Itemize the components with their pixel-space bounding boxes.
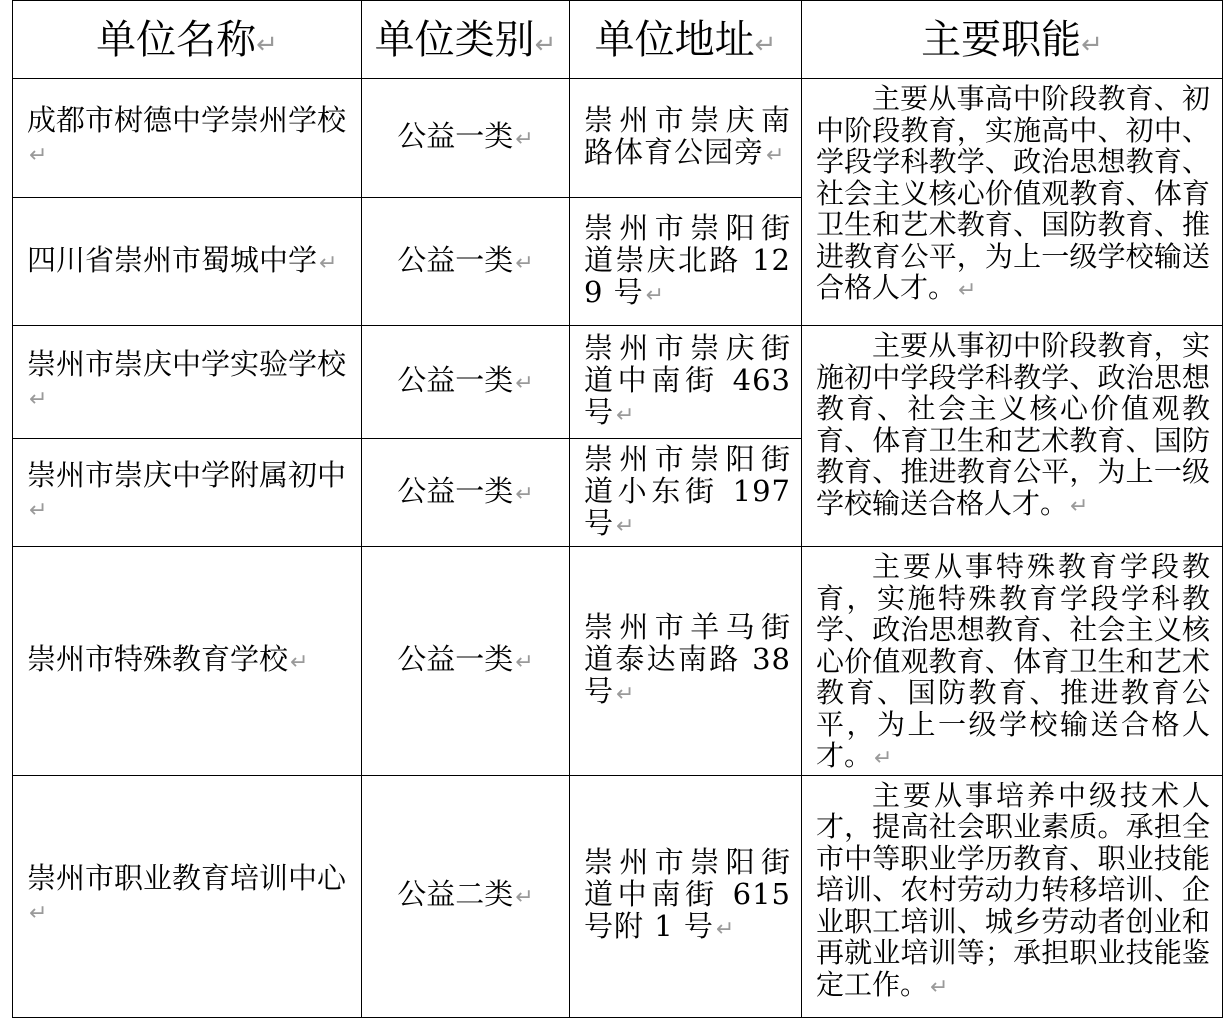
paragraph-mark-icon: ↵ xyxy=(645,282,666,308)
paragraph-mark-icon: ↵ xyxy=(930,974,949,1000)
main-function-cell: 主要从事初中阶段教育，实施初中学段学科教学、政治思想教育、社会主义核心价值观教育、体育卫生和艺术教育、国防教育、推进教育公平，为上一级学校输送合格人才。↵ xyxy=(802,326,1223,547)
table-row xyxy=(13,775,1223,1017)
paragraph-mark-icon: ↵ xyxy=(319,250,338,276)
unit-type-cell: 公益一类↵ xyxy=(362,547,570,776)
table-row xyxy=(13,79,1223,198)
paragraph-mark-icon: ↵ xyxy=(515,371,534,396)
paragraph-mark-icon: ↵ xyxy=(958,278,977,303)
unit-address-cell: 崇州市崇庆南路体育公园旁↵ xyxy=(570,79,802,198)
main-function-cell: 主要从事培养中级技术人才，提高社会职业素质。承担全市中等职业学历教育、职业技能培训、农村劳动力转移培训、企业职工培训、城乡劳动者创业和再就业培训等；承担职业技能鉴定工作。↵ xyxy=(802,775,1223,1017)
header-unit-address: 单位地址↵ xyxy=(570,1,802,79)
paragraph-mark-icon: ↵ xyxy=(29,497,48,523)
paragraph-mark-icon: ↵ xyxy=(29,143,48,168)
unit-address-cell: 崇州市崇阳街道中南街 615 号附 1 号↵ xyxy=(570,775,802,1017)
units-table xyxy=(12,0,1223,1018)
unit-name-cell: 崇州市崇庆中学附属初中↵ xyxy=(13,439,362,547)
paragraph-mark-icon: ↵ xyxy=(515,250,534,276)
header-unit-type: 单位类别↵ xyxy=(362,1,570,79)
paragraph-mark-icon: ↵ xyxy=(515,649,534,675)
unit-address-cell: 崇州市崇阳街道崇庆北路 129 号↵ xyxy=(570,198,802,326)
paragraph-mark-icon: ↵ xyxy=(616,403,636,428)
paragraph-mark-icon: ↵ xyxy=(1070,493,1089,519)
unit-name-cell: 四川省崇州市蜀城中学↵ xyxy=(13,198,362,326)
unit-type-cell: 公益一类↵ xyxy=(362,198,570,326)
paragraph-mark-icon: ↵ xyxy=(515,481,534,507)
unit-address-cell: 崇州市崇庆街道中南街 463 号↵ xyxy=(570,326,802,439)
table-row xyxy=(13,547,1223,776)
paragraph-mark-icon: ↵ xyxy=(515,127,534,152)
header-unit-name: 单位名称↵ xyxy=(13,1,362,79)
paragraph-mark-icon: ↵ xyxy=(754,29,777,60)
paragraph-mark-icon: ↵ xyxy=(256,29,278,60)
unit-name-cell: 崇州市崇庆中学实验学校↵ xyxy=(13,326,362,439)
unit-address-cell: 崇州市羊马街道泰达南路 38 号↵ xyxy=(570,547,802,776)
table-row xyxy=(13,326,1223,439)
header-row xyxy=(13,1,1223,79)
main-function-cell: 主要从事特殊教育学段教育，实施特殊教育学段学科教学、政治思想教育、社会主义核心价值观教育、体育卫生和艺术教育、国防教育、推进教育公平，为上一级学校输送合格人才。↵ xyxy=(802,547,1223,776)
paragraph-mark-icon: ↵ xyxy=(534,29,557,60)
unit-name-cell: 崇州市职业教育培训中心↵ xyxy=(13,775,362,1017)
paragraph-mark-icon: ↵ xyxy=(616,681,636,707)
unit-name-cell: 成都市树德中学崇州学校↵ xyxy=(13,79,362,198)
paragraph-mark-icon: ↵ xyxy=(715,917,736,942)
paragraph-mark-icon: ↵ xyxy=(290,649,309,675)
paragraph-mark-icon: ↵ xyxy=(766,143,786,168)
unit-type-cell: 公益一类↵ xyxy=(362,79,570,198)
header-main-function: 主要职能↵ xyxy=(802,1,1223,79)
paragraph-mark-icon: ↵ xyxy=(515,885,534,910)
paragraph-mark-icon: ↵ xyxy=(1081,29,1103,60)
unit-type-cell: 公益二类↵ xyxy=(362,775,570,1017)
unit-name-cell: 崇州市特殊教育学校↵ xyxy=(13,547,362,776)
paragraph-mark-icon: ↵ xyxy=(29,901,48,926)
unit-address-cell: 崇州市崇阳街道小东街 197 号↵ xyxy=(570,439,802,547)
unit-type-cell: 公益一类↵ xyxy=(362,439,570,547)
paragraph-mark-icon: ↵ xyxy=(616,513,636,539)
paragraph-mark-icon: ↵ xyxy=(29,387,48,412)
paragraph-mark-icon: ↵ xyxy=(874,746,893,771)
main-function-cell: 主要从事高中阶段教育、初中阶段教育，实施高中、初中、学段学科教学、政治思想教育、社会主义核心价值观教育、体育卫生和艺术教育、国防教育、推进教育公平，为上一级学校输送合格人才。↵ xyxy=(802,79,1223,326)
unit-type-cell: 公益一类↵ xyxy=(362,326,570,439)
